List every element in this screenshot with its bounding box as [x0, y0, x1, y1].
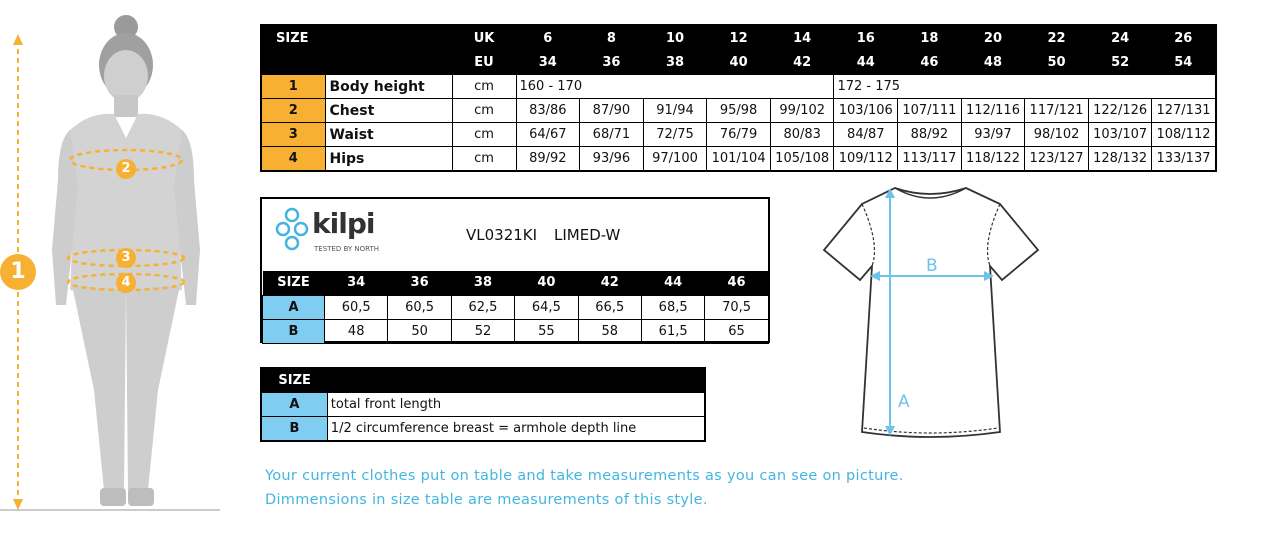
- cell: 89/92: [516, 147, 580, 172]
- cell: 72/75: [643, 123, 707, 147]
- cell: 101/104: [707, 147, 771, 172]
- uk-size: 8: [606, 30, 616, 46]
- cell: 52: [451, 319, 514, 343]
- cell: 80/83: [770, 123, 834, 147]
- cell: 107/111: [898, 99, 962, 123]
- uk-size: 18: [920, 30, 939, 46]
- garment-header-row: [263, 271, 769, 295]
- row-label: Waist: [325, 123, 452, 147]
- row-label: B: [263, 319, 325, 343]
- shirt-label-a: A: [898, 392, 910, 412]
- cell: 93/97: [961, 123, 1025, 147]
- size: 42: [600, 275, 619, 291]
- cell: 66,5: [578, 295, 641, 319]
- cell: 91/94: [643, 99, 707, 123]
- cell: 70,5: [705, 295, 768, 319]
- row-label: A: [263, 295, 325, 319]
- cell: 60,5: [388, 295, 451, 319]
- table-row: [263, 295, 769, 319]
- marker-1: 1: [0, 254, 36, 290]
- row-description: total front length: [327, 392, 705, 416]
- size: 34: [347, 275, 366, 291]
- uk-size: 24: [1111, 30, 1130, 46]
- legend-header-row: [261, 368, 705, 392]
- cell: 128/132: [1088, 147, 1152, 172]
- size-header: SIZE: [278, 372, 311, 388]
- row-label: Hips: [325, 147, 452, 172]
- row-label: Chest: [325, 99, 452, 123]
- eu-size: 46: [920, 54, 939, 70]
- row-number: 3: [261, 123, 325, 147]
- eu-size: 34: [538, 54, 557, 70]
- row-label: B: [261, 416, 327, 441]
- brand-name: kilpi: [312, 207, 375, 240]
- uk-size: 16: [856, 30, 875, 46]
- row-unit: cm: [452, 75, 516, 99]
- uk-size: 22: [1047, 30, 1066, 46]
- eu-size: 50: [1047, 54, 1066, 70]
- cell: 84/87: [834, 123, 898, 147]
- table-row: [261, 75, 1216, 99]
- row-unit: cm: [452, 99, 516, 123]
- tshirt-diagram: [820, 184, 1042, 446]
- marker-4: 4: [116, 273, 136, 293]
- cell: 68/71: [580, 123, 644, 147]
- note-line: Your current clothes put on table and take measurements as you can see on picture.: [265, 468, 904, 484]
- marker-2: 2: [116, 159, 136, 179]
- cell: 61,5: [641, 319, 704, 343]
- table-row: [261, 416, 705, 441]
- cell: 83/86: [516, 99, 580, 123]
- eu-size-row: [261, 50, 1216, 75]
- size: 40: [537, 275, 556, 291]
- size: 44: [664, 275, 683, 291]
- size-header: SIZE: [277, 275, 310, 291]
- body-figure: [0, 10, 230, 515]
- eu-label: EU: [474, 54, 494, 70]
- cell: 88/92: [898, 123, 962, 147]
- height-range: 172 - 175: [834, 75, 1216, 99]
- garment-size-table: [262, 271, 769, 344]
- eu-size: 40: [729, 54, 748, 70]
- cell: 76/79: [707, 123, 771, 147]
- cell: 109/112: [834, 147, 898, 172]
- cell: 117/121: [1025, 99, 1089, 123]
- marker-3: 3: [116, 248, 136, 268]
- uk-label: UK: [473, 30, 495, 46]
- cell: 62,5: [451, 295, 514, 319]
- table-row: [261, 147, 1216, 172]
- cell: 99/102: [770, 99, 834, 123]
- garment-size-box: [260, 197, 770, 343]
- eu-size: 38: [665, 54, 685, 70]
- row-unit: cm: [452, 147, 516, 172]
- cell: 55: [515, 319, 578, 343]
- product-name: LIMED-W: [554, 226, 621, 244]
- shirt-label-b: B: [926, 256, 938, 276]
- cell: 65: [705, 319, 768, 343]
- row-number: 2: [261, 99, 325, 123]
- size: 38: [473, 275, 493, 291]
- eu-size: 54: [1174, 54, 1193, 70]
- product-code: VL0321KI: [466, 226, 538, 244]
- uk-size: 10: [665, 30, 685, 46]
- row-number: 1: [261, 75, 325, 99]
- cell: 122/126: [1088, 99, 1152, 123]
- cell: 87/90: [580, 99, 644, 123]
- uk-size: 12: [729, 30, 748, 46]
- cell: 97/100: [643, 147, 707, 172]
- cell: 127/131: [1152, 99, 1216, 123]
- row-label: Body height: [325, 75, 452, 99]
- cell: 68,5: [641, 295, 704, 319]
- cell: 64/67: [516, 123, 580, 147]
- height-range: 160 - 170: [516, 75, 834, 99]
- row-label: A: [261, 392, 327, 416]
- cell: 58: [578, 319, 641, 343]
- cell: 50: [388, 319, 451, 343]
- table-row: [261, 99, 1216, 123]
- eu-size: 48: [983, 54, 1003, 70]
- eu-size: 52: [1111, 54, 1130, 70]
- uk-size: 26: [1174, 30, 1193, 46]
- brand-tagline: TESTED BY NORTH: [314, 245, 380, 253]
- cell: 64,5: [515, 295, 578, 319]
- eu-size: 36: [602, 54, 621, 70]
- cell: 133/137: [1152, 147, 1216, 172]
- cell: 103/106: [834, 99, 898, 123]
- table-row: [261, 392, 705, 416]
- note-line: Dimmensions in size table are measurements of this style.: [265, 492, 708, 508]
- cell: 112/116: [961, 99, 1025, 123]
- cell: 105/108: [770, 147, 834, 172]
- size: 36: [410, 275, 429, 291]
- product-header: [262, 199, 768, 271]
- cell: 123/127: [1025, 147, 1089, 172]
- eu-size: 42: [793, 54, 812, 70]
- eu-size: 44: [856, 54, 875, 70]
- body-size-table: [260, 24, 1217, 172]
- cell: 113/117: [898, 147, 962, 172]
- cell: 93/96: [580, 147, 644, 172]
- row-number: 4: [261, 147, 325, 172]
- row-description: 1/2 circumference breast = armhole depth line: [327, 416, 705, 441]
- size: 46: [727, 275, 746, 291]
- cell: 98/102: [1025, 123, 1089, 147]
- size-header: SIZE: [276, 30, 309, 46]
- cell: 60,5: [325, 295, 388, 319]
- uk-size: 20: [983, 30, 1003, 46]
- kilpi-logo-icon: [274, 205, 310, 259]
- row-unit: cm: [452, 123, 516, 147]
- cell: 103/107: [1088, 123, 1152, 147]
- cell: 48: [325, 319, 388, 343]
- uk-size: 6: [543, 30, 553, 46]
- measurement-legend-table: [260, 367, 706, 442]
- cell: 118/122: [961, 147, 1025, 172]
- uk-size-row: [261, 25, 1216, 50]
- uk-size: 14: [793, 30, 812, 46]
- table-row: [261, 123, 1216, 147]
- cell: 108/112: [1152, 123, 1216, 147]
- cell: 95/98: [707, 99, 771, 123]
- table-row: [263, 319, 769, 343]
